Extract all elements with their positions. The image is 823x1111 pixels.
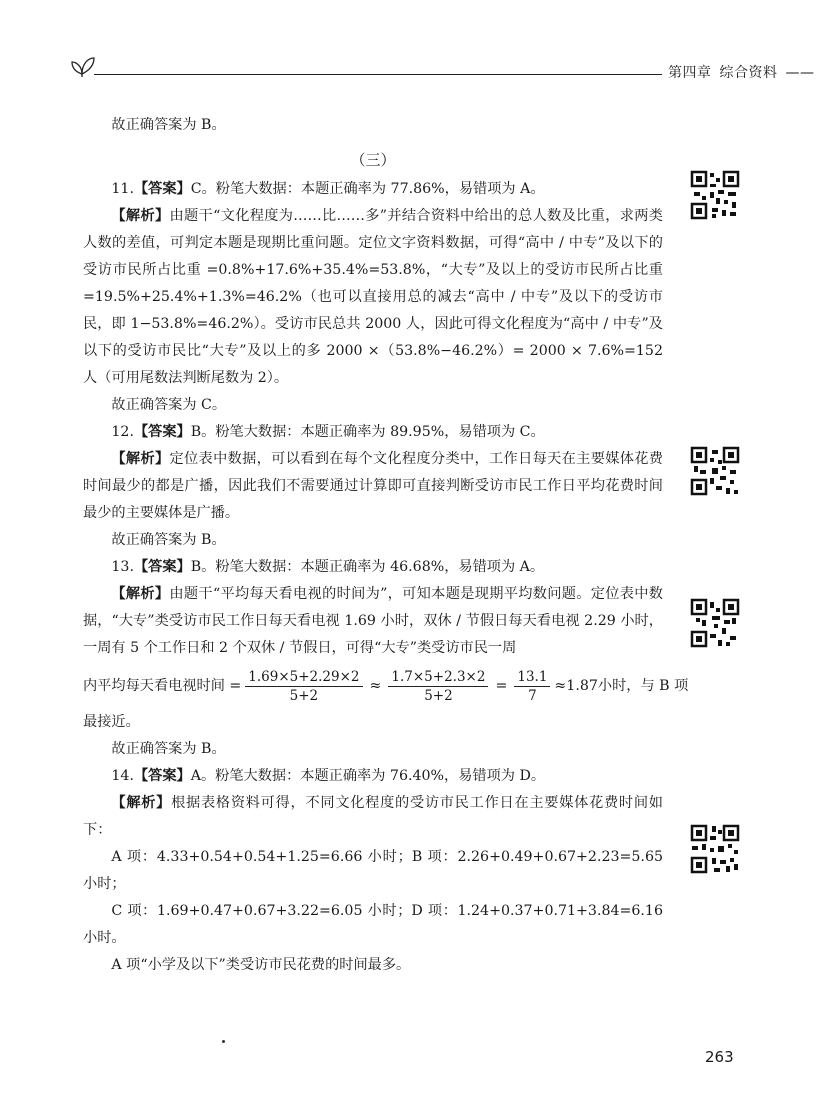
- answer-text: B。粉笔大数据：本题正确率为 89.95%，易错项为 C。: [190, 424, 545, 440]
- fraction-numerator: 13.1: [514, 668, 550, 687]
- analysis-text: 根据表格资料可得，不同文化程度的受访市民工作日在主要媒体花费时间如下：: [83, 795, 663, 838]
- q11-answer-line: [83, 176, 663, 203]
- qr-code-icon[interactable]: [690, 170, 740, 220]
- q14-options-ab: A 项：4.33+0.54+0.54+1.25=6.66 小时；B 项：2.26+0.49+0.67+2.23=5.65 小时；: [83, 849, 663, 892]
- q13-after-formula: 最接近。: [83, 714, 140, 730]
- q14-answer-line: [83, 763, 663, 790]
- page-number: 263: [705, 1048, 734, 1066]
- answer-tag: 【答案】: [133, 768, 191, 784]
- answer-tag: 【答案】: [133, 424, 191, 440]
- q14-summary: A 项“小学及以下”类受访市民花费的时间最多。: [111, 957, 411, 973]
- chapter-number: 第四章: [668, 65, 712, 81]
- chapter-title: 综合资料: [719, 65, 778, 81]
- fraction-numerator: 1.69×5+2.29×2: [245, 668, 362, 687]
- analysis-tag: 【解析】: [111, 208, 170, 224]
- page-content: [83, 112, 689, 979]
- q11-conclusion: 故正确答案为 C。: [111, 397, 227, 413]
- stray-dot: [222, 1040, 225, 1043]
- header-dash: ——: [785, 65, 815, 81]
- q13-formula: [83, 668, 689, 705]
- analysis-text: 由题干“文化程度为……比……多”并结合资料中给出的总人数及比重，求两类人数的差值，可判定本题是现期比重问题。定位文字资料数据，可得“高中 / 中专”及以下的受访市民所占比重 =0.8%+17.6%+35.4%=53.8%，“大专”及以上的受访市民所占比重 =19.5%+25.4%+1.3%=46.2%（也可以直接用总的减去“高中 / 中专”及以下的受访市民，即 1−53.8%=46.2%）。受访市民总共 2000 人，因此可得文化程度为“高中 / 中专”及以下的受访市民比“大专”及以上的多 2000 ×（53.8%−46.2%）= 2000 × 7.6%=152 人（可用尾数法判断尾数为 2）。: [83, 208, 663, 386]
- q14-options-cd: C 项：1.69+0.47+0.67+3.22=6.05 小时；D 项：1.24+0.37+0.71+3.84=6.16 小时。: [83, 903, 663, 946]
- qr-code-icon[interactable]: [690, 598, 740, 648]
- analysis-tag: 【解析】: [111, 795, 172, 811]
- question-number: 12.: [111, 424, 134, 440]
- q12-conclusion: 故正确答案为 B。: [111, 532, 226, 548]
- page-header: [70, 52, 815, 82]
- answer-text: A。粉笔大数据：本题正确率为 76.40%，易错项为 D。: [190, 768, 546, 784]
- header-rule: [94, 74, 662, 75]
- q13-analysis: [83, 581, 663, 662]
- question-number: 11.: [111, 181, 134, 197]
- question-number: 14.: [111, 768, 134, 784]
- question-number: 13.: [111, 559, 134, 575]
- answer-text: B。粉笔大数据：本题正确率为 46.68%，易错项为 A。: [190, 559, 545, 575]
- fraction-1: [245, 668, 362, 705]
- answer-tag: 【答案】: [133, 559, 191, 575]
- q13-answer-line: [83, 554, 663, 581]
- equals-sign: =: [495, 678, 508, 694]
- fraction-3: [514, 668, 550, 705]
- approx-sign: ≈: [369, 678, 382, 694]
- q12-answer-line: [83, 419, 663, 446]
- leaf-icon: [70, 52, 96, 78]
- previous-conclusion: 故正确答案为 B。: [111, 117, 226, 133]
- section-mark: （三）: [350, 151, 396, 169]
- analysis-tag: 【解析】: [111, 451, 170, 467]
- q11-analysis: [83, 203, 663, 392]
- analysis-text: 由题干“平均每天看电视的时间为”，可知本题是现期平均数问题。定位表中数据，“大专”类受访市民工作日每天看电视 1.69 小时，双休 / 节假日每天看电视 2.29 小时，一周有 5 个工作日和 2 个双休 / 节假日，可得“大专”类受访市民一周: [83, 586, 663, 656]
- qr-code-icon[interactable]: [690, 824, 740, 874]
- fraction-denominator: 5+2: [289, 688, 319, 704]
- q12-analysis: [83, 446, 663, 527]
- analysis-text: 定位表中数据，可以看到在每个文化程度分类中，工作日每天在主要媒体花费时间最少的都是广播，因此我们不需要通过计算即可直接判断受访市民工作日平均花费时间最少的主要媒体是广播。: [83, 451, 663, 521]
- answer-tag: 【答案】: [133, 181, 191, 197]
- q13-conclusion: 故正确答案为 B。: [111, 741, 226, 757]
- qr-code-icon[interactable]: [690, 446, 740, 496]
- q14-analysis: [83, 790, 663, 844]
- analysis-tag: 【解析】: [111, 586, 170, 602]
- chapter-heading: [668, 62, 823, 82]
- fraction-2: [388, 668, 488, 705]
- formula-tail: ≈1.87小时，与 B 项: [554, 678, 689, 694]
- answer-text: C。粉笔大数据：本题正确率为 77.86%，易错项为 A。: [190, 181, 545, 197]
- fraction-numerator: 1.7×5+2.3×2: [388, 668, 488, 687]
- fraction-denominator: 7: [528, 688, 537, 704]
- fraction-denominator: 5+2: [424, 688, 453, 704]
- formula-lead: 内平均每天看电视时间 =: [83, 678, 242, 694]
